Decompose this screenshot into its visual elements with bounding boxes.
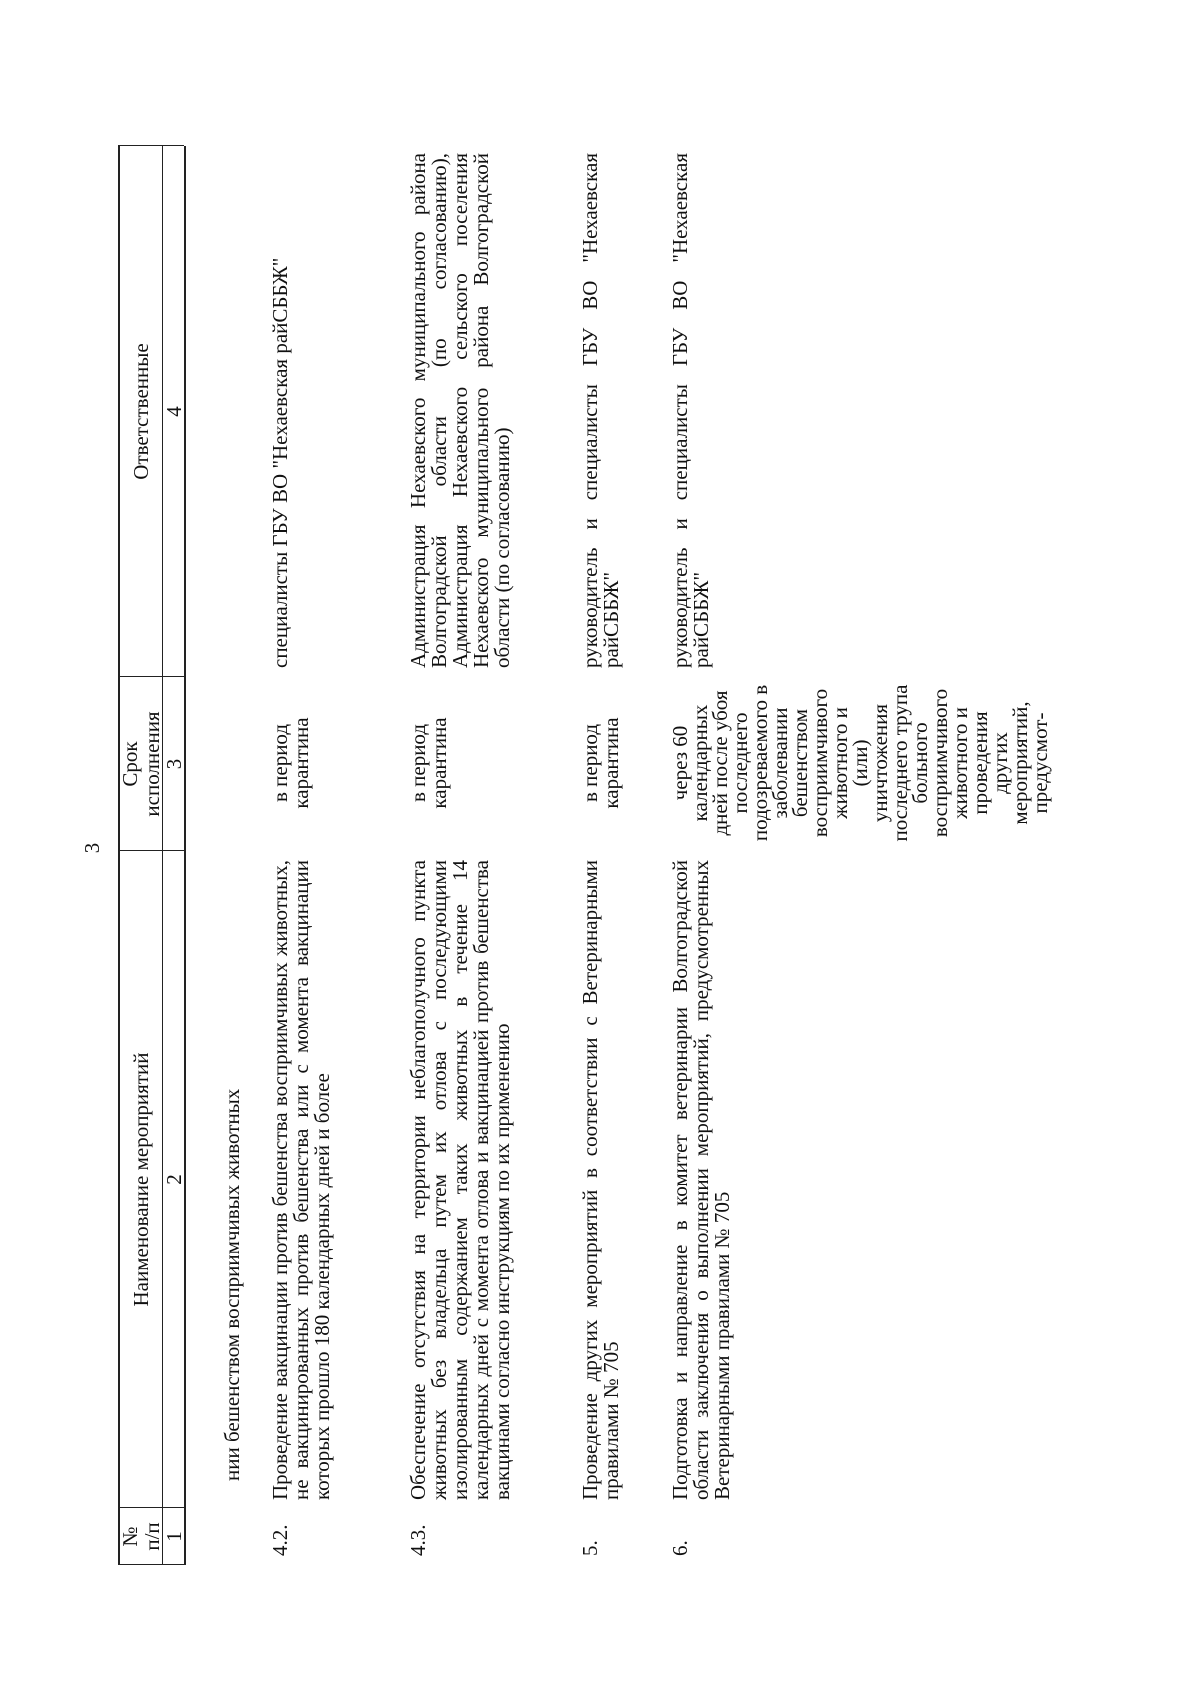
header-responsible: Ответственные <box>129 343 153 480</box>
header-activity-name: Наименование мероприятий <box>129 1052 153 1307</box>
column-number-1: 1 <box>162 1531 186 1542</box>
table-top-border <box>118 146 120 1565</box>
continuation-text: нии бешенством восприимчивых животных <box>220 1088 244 1481</box>
row-activity-name: Проведение вакцинации против бешенства восприимчивых животных, не вакцинированных против бешенства или с момента вакцинации которых прошло 180 календарных дней и более <box>268 860 334 1500</box>
row-number: 5. <box>578 1540 602 1556</box>
header-deadline-line1: Срок <box>118 741 142 787</box>
header-deadline <box>119 677 163 851</box>
row-responsible: руководитель и специалисты ГБУ ВО "Нехаевская райСББЖ" <box>668 153 713 668</box>
row-deadline: в период карантина <box>406 717 451 809</box>
row-activity-name: Обеспечение отсутствия на территории неблагополучного пункта животных без владельца путем их отлова с последующими изолированным содержанием таких животных в течение 14 календарных дней с момента отлова и вакцинацией против бешенства вакцинами согласно инструкциям по их применению <box>406 860 514 1500</box>
column-number-4: 4 <box>162 406 186 417</box>
header-deadline-line2: исполнения <box>140 711 164 817</box>
row-deadline: через 60 календарных дней после убоя последнего подозреваемого в заболевании бешенством восприимчивого животного и (или) уничтожения последнего трупа больного восприимчивого животного и проведения других мероприятий, предусмот- <box>668 684 1052 842</box>
row-activity-name: Подготовка и направление в комитет ветеринарии Волгоградской области заключения о выполнении мероприятий, предусмотренных Ветеринарными правилами № 705 <box>668 860 734 1500</box>
column-number-2: 2 <box>162 1174 186 1185</box>
row-responsible: Администрация Нехаевского муниципального района Волгоградской области (по согласованию), Администрация Нехаевского сельского поселения Нехаевского муниципального района Волгоградской области (по согласованию) <box>406 153 514 668</box>
header-divider <box>162 146 163 1565</box>
header-bottom-border <box>184 146 186 1565</box>
column-number-3: 3 <box>162 758 186 770</box>
row-responsible: специалисты ГБУ ВО "Нехаевская райСББЖ" <box>268 257 292 668</box>
header-number-line2: п/п <box>140 1522 164 1551</box>
page-number: 3 <box>80 842 104 854</box>
row-number: 6. <box>668 1540 692 1556</box>
row-activity-name: Проведение других мероприятий в соответствии с Ветеринарными правилами № 705 <box>578 860 623 1500</box>
row-number: 4.2. <box>268 1524 292 1556</box>
header-number-line1: № <box>118 1526 142 1547</box>
row-deadline: в период карантина <box>578 717 623 809</box>
header-number <box>119 1508 163 1565</box>
row-number: 4.3. <box>406 1524 430 1556</box>
row-responsible: руководитель и специалисты ГБУ ВО "Нехаевская райСББЖ" <box>578 153 623 668</box>
row-deadline: в период карантина <box>268 717 313 809</box>
